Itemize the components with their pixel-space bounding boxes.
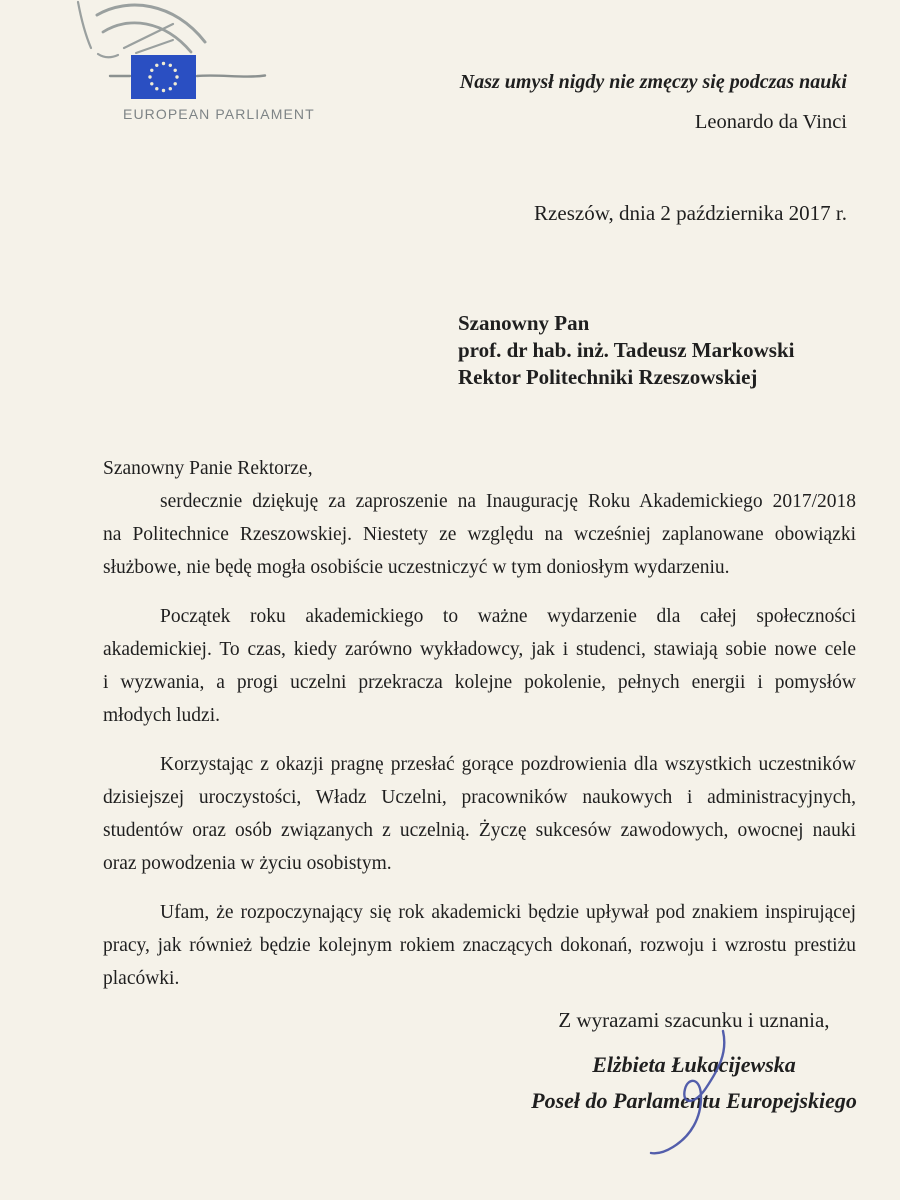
paragraph-3-line: studentów oraz osób związanych z uczelnią. Życzę sukcesów zawodowych, owocnej nauki bbox=[103, 820, 856, 841]
paragraph-3-line: dzisiejszej uroczystości, Władz Uczelni, pracowników naukowych i administracyjnych, bbox=[103, 787, 856, 808]
recipient-line-3: Rektor Politechniki Rzeszowskiej bbox=[458, 365, 758, 389]
paragraph-2-line: akademickiej. To czas, kiedy zarówno wykładowcy, jak i studenci, stawiają sobie nowe cele bbox=[103, 639, 856, 660]
paragraph-1-line: serdecznie dziękuję za zaproszenie na Inaugurację Roku Akademickiego 2017/2018 bbox=[160, 491, 856, 512]
eu-flag-icon bbox=[131, 55, 196, 99]
signer-name: Elżbieta Łukacijewska bbox=[592, 1052, 796, 1077]
header-quote-block bbox=[460, 71, 847, 134]
dateline: Rzeszów, dnia 2 października 2017 r. bbox=[534, 201, 847, 225]
paragraph-gap bbox=[103, 732, 856, 748]
signature bbox=[580, 1008, 760, 1168]
recipient-line-1: Szanowny Pan bbox=[458, 311, 590, 335]
paragraph-2-line: Początek roku akademickiego to ważne wydarzenie dla całej społeczności bbox=[160, 606, 856, 627]
paragraph-4-line: placówki. bbox=[103, 968, 180, 989]
paragraph-2-line: i wyzwania, a progi uczelni przekracza kolejne pokolenie, pełnych energii i pomysłów bbox=[103, 672, 856, 693]
valediction: Z wyrazami szacunku i uznania, bbox=[558, 1008, 830, 1032]
signature-ink bbox=[651, 1031, 724, 1153]
european-parliament-logo bbox=[60, 0, 315, 130]
paragraph-3-line: Korzystając z okazji pragnę przesłać gorące pozdrowienia dla wszystkich uczestników bbox=[160, 754, 856, 775]
paragraph-gap bbox=[103, 584, 856, 600]
paragraph-4-line: pracy, jak również będzie kolejnym rokiem znaczących dokonań, rozwoju i wzrostu prestiżu bbox=[103, 935, 856, 956]
paragraph-3-line: oraz powodzenia w życiu osobistym. bbox=[103, 853, 392, 874]
paragraph-1-line: na Politechnice Rzeszowskiej. Niestety ze względu na wcześniej zaplanowane obowiązki bbox=[103, 524, 856, 545]
recipient-line-2: prof. dr hab. inż. Tadeusz Markowski bbox=[458, 338, 795, 362]
recipient-block bbox=[458, 310, 794, 391]
letter-body bbox=[103, 452, 856, 995]
paragraph-1-line: służbowe, nie będę mogła osobiście uczestniczyć w tym doniosłym wydarzeniu. bbox=[103, 557, 730, 578]
salutation: Szanowny Panie Rektorze, bbox=[103, 458, 313, 479]
paragraph-2-line: młodych ludzi. bbox=[103, 705, 220, 726]
hemicycle-icon bbox=[78, 2, 205, 57]
quote-text: Nasz umysł nigdy nie zmęczy się podczas nauki bbox=[459, 71, 847, 93]
quote-author: Leonardo da Vinci bbox=[694, 111, 847, 133]
logo-caption: EUROPEAN PARLIAMENT bbox=[123, 106, 315, 122]
paragraph-4-line: Ufam, że rozpoczynający się rok akademicki będzie upływał pod znakiem inspirującej bbox=[160, 902, 856, 923]
paragraph-gap bbox=[103, 880, 856, 896]
signer-title: Poseł do Parlamentu Europejskiego bbox=[531, 1088, 857, 1113]
